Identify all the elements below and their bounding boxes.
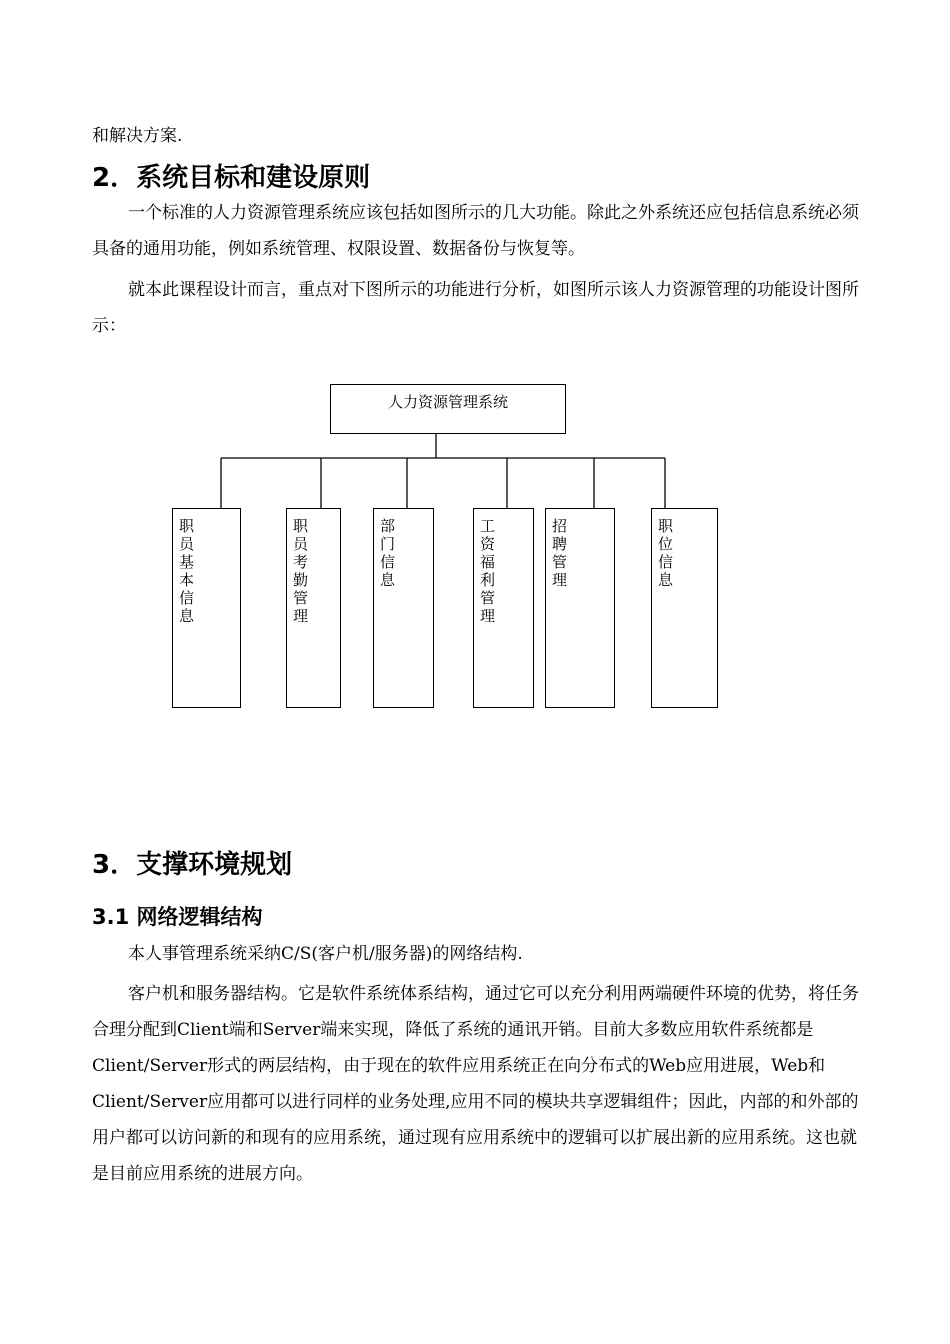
diagram-node-recruitment (545, 508, 615, 708)
diagram-node-employee-info (172, 508, 241, 708)
diagram-node-label: 部门信息 (380, 517, 396, 589)
section-3-1-heading: 3.1 网络逻辑结构 (92, 905, 263, 929)
section-3-1-paragraph-1: 本人事管理系统采纳C/S(客户机/服务器)的网络结构. (128, 944, 523, 964)
diagram-node-label: 职员基本信息 (179, 517, 195, 625)
diagram-node-label: 招聘管理 (552, 517, 568, 589)
section-3-1-paragraph-2: 客户机和服务器结构。它是软件系统体系结构，通过它可以充分利用两端硬件环境的优势，将任务合理分配到Client端和Server端来实现，降低了系统的通讯开销。目前大多数应用软件系统都是Client/Server形式的两层结构，由于现在的软件应用系统正在向分布式的Web应用进展，Web和Client/Server应用都可以进行同样的业务处理,应用不同的模块共享逻辑组件；因此，内部的和外部的用户都可以访问新的和现有的应用系统，通过现有应用系统中的逻辑可以扩展出新的应用系统。这也就是目前应用系统的进展方向。 (92, 984, 859, 1184)
section-3-heading: 3．支撑环境规划 (92, 850, 293, 880)
diagram-node-label: 职位信息 (658, 517, 674, 589)
diagram-root-node: 人力资源管理系统 (330, 384, 566, 434)
section-2-paragraph-1: 一个标准的人力资源管理系统应该包括如图所示的几大功能。除此之外系统还应包括信息系统必须具备的通用功能，例如系统管理、权限设置、数据备份与恢复等。 (92, 203, 859, 259)
diagram-node-attendance (286, 508, 341, 708)
continuation-text: 和解决方案. (92, 126, 183, 146)
diagram-node-label: 工资福利管理 (480, 517, 496, 625)
section-2-paragraph-2: 就本此课程设计而言，重点对下图所示的功能进行分析，如图所示该人力资源管理的功能设计图所示： (92, 280, 859, 336)
diagram-node-position (651, 508, 718, 708)
diagram-node-department (373, 508, 434, 708)
diagram-node-salary (473, 508, 534, 708)
diagram-node-label: 职员考勤管理 (293, 517, 309, 625)
section-2-heading: 2．系统目标和建设原则 (92, 163, 371, 193)
